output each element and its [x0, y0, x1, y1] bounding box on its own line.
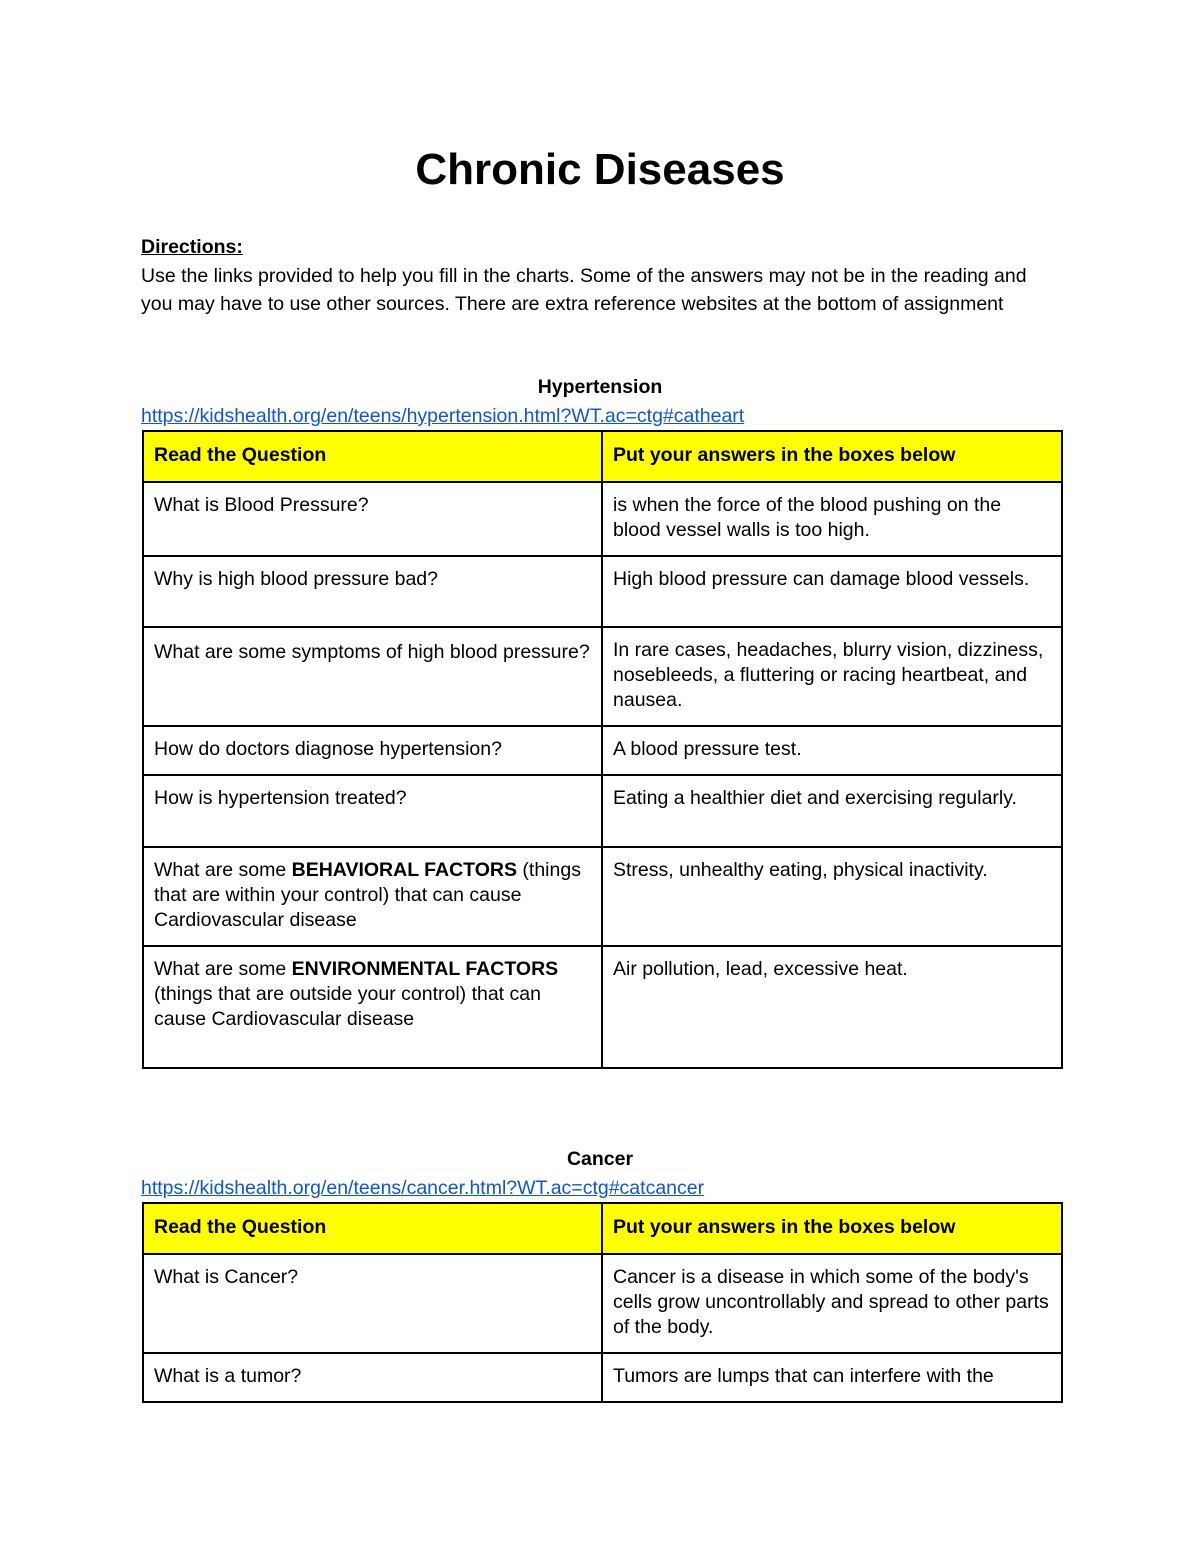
table-row — [143, 556, 1062, 627]
question-cell: What is Blood Pressure? — [143, 482, 602, 556]
table-row — [143, 1254, 1062, 1353]
hypertension-table — [142, 430, 1063, 1069]
page-title: Chronic Diseases — [415, 145, 785, 194]
question-text: What are some symptoms of high blood pressure? — [154, 641, 590, 663]
table-header-row — [143, 431, 1062, 482]
question-text: (things that are outside your control) that can cause Cardiovascular disease — [154, 983, 541, 1030]
table-row — [143, 847, 1062, 946]
answer-cell[interactable]: High blood pressure can damage blood vessels. — [602, 556, 1062, 627]
answer-cell[interactable]: Stress, unhealthy eating, physical inactivity. — [602, 847, 1062, 946]
table-header-row — [143, 1203, 1062, 1254]
answer-cell[interactable]: A blood pressure test. — [602, 726, 1062, 775]
table-row — [143, 627, 1062, 726]
link-hypertension[interactable]: https://kidshealth.org/en/teens/hypertension.html?WT.ac=ctg#catheart — [141, 405, 745, 427]
cancer-table — [142, 1202, 1063, 1403]
question-emphasis: BEHAVIORAL FACTORS — [291, 859, 517, 881]
question-cell: What is a tumor? — [143, 1353, 602, 1402]
question-cell — [143, 946, 602, 1068]
table-row — [143, 1353, 1062, 1402]
answer-cell[interactable]: Eating a healthier diet and exercising regularly. — [602, 775, 1062, 847]
question-cell: What is Cancer? — [143, 1254, 602, 1353]
question-cell — [143, 847, 602, 946]
directions-label: Directions: — [141, 236, 243, 258]
question-text: What are some — [154, 859, 292, 881]
answer-cell[interactable]: Air pollution, lead, excessive heat. — [602, 946, 1062, 1068]
table-row — [143, 482, 1062, 556]
answer-cell[interactable]: is when the force of the blood pushing on the blood vessel walls is too high. — [602, 482, 1062, 556]
table-row — [143, 946, 1062, 1068]
question-text: (things that are within your control) that can cause Cardiovascular disease — [154, 859, 581, 931]
link-cancer[interactable]: https://kidshealth.org/en/teens/cancer.html?WT.ac=ctg#catcancer — [141, 1177, 705, 1199]
answer-cell[interactable]: In rare cases, headaches, blurry vision, dizziness, nosebleeds, a fluttering or racing heartbeat, and nausea. — [602, 627, 1062, 726]
answer-cell[interactable]: Tumors are lumps that can interfere with the — [602, 1353, 1062, 1402]
header-question: Read the Question — [143, 431, 602, 482]
header-question: Read the Question — [143, 1203, 602, 1254]
section-heading-cancer: Cancer — [566, 1148, 634, 1170]
section-heading-hypertension: Hypertension — [537, 376, 663, 398]
question-cell: How do doctors diagnose hypertension? — [143, 726, 602, 775]
table-row — [143, 726, 1062, 775]
header-answer: Put your answers in the boxes below — [602, 1203, 1062, 1254]
question-text: What are some — [154, 958, 292, 980]
directions-block — [141, 233, 1041, 319]
answer-cell[interactable]: Cancer is a disease in which some of the body's cells grow uncontrollably and spread to other parts of the body. — [602, 1254, 1062, 1353]
question-cell: Why is high blood pressure bad? — [143, 556, 602, 627]
header-answer: Put your answers in the boxes below — [602, 431, 1062, 482]
question-cell — [143, 627, 602, 726]
directions-text: Use the links provided to help you fill in the charts. Some of the answers may not be in the reading and you may have to use other sources. There are extra reference websites at the bottom of assignment — [141, 264, 1027, 315]
question-cell: How is hypertension treated? — [143, 775, 602, 847]
question-emphasis: ENVIRONMENTAL FACTORS — [291, 958, 559, 980]
table-row — [143, 775, 1062, 847]
